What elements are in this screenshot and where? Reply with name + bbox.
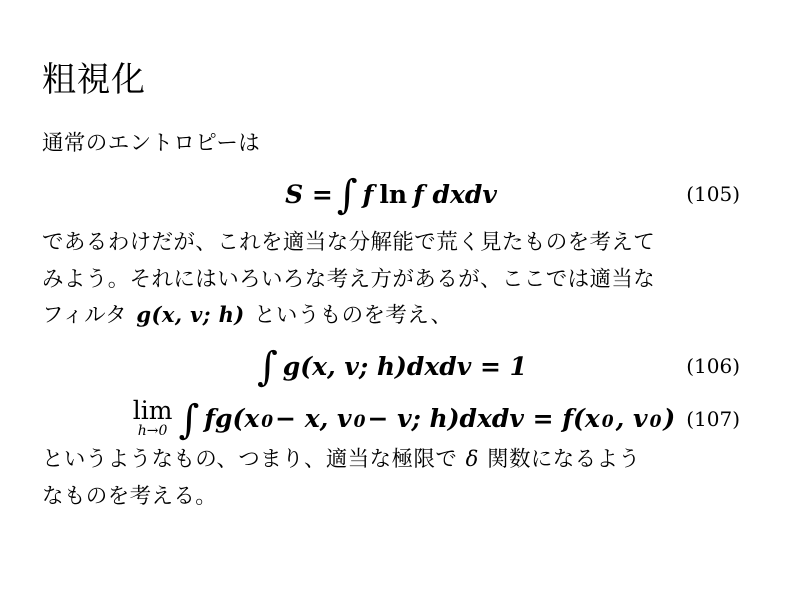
equation-106-tag: (106) (686, 354, 740, 379)
equation-107-sub-3: 0 (601, 411, 614, 432)
limit-subscript: h→0 (137, 423, 168, 440)
filter-suffix: というものを考え、 (254, 303, 453, 328)
filter-label: フィルタ (42, 303, 128, 328)
closing-prefix: というようなもの、つまり、適当な極限で (42, 447, 458, 472)
equation-107-part-3: − v; h)dxdv = f(x (367, 404, 600, 434)
paragraph-closing-line-2: なものを考える。 (42, 484, 218, 509)
equation-105-lhs: S = (285, 179, 333, 209)
paragraph-body-line-3 (42, 299, 740, 332)
equation-107-sub-4: 0 (649, 411, 662, 432)
equation-106-expression: g(x, v; h)dxdv = 1 (282, 351, 528, 381)
equation-105-f2: f dxdv (413, 179, 497, 209)
equation-107-tag: (107) (686, 406, 740, 431)
integral-icon: ∫ (178, 396, 200, 443)
equation-107-sub-2: 0 (353, 411, 366, 432)
paragraph-closing-line-1 (42, 443, 740, 476)
paragraph-body-line-1: であるわけだが、これを適当な分解能で荒く見たものを考えて (42, 230, 656, 255)
page-title: 粗視化 (42, 61, 146, 99)
equation-105-ln: ln (379, 179, 408, 209)
closing-suffix: 関数になるよう (487, 447, 641, 472)
equation-107-part-4: , v (615, 404, 648, 434)
equation-107-part-1: fg(x (204, 404, 260, 434)
equation-106-body (255, 344, 528, 391)
equation-107-body (107, 396, 676, 443)
equation-107 (42, 396, 740, 443)
equation-105 (42, 172, 740, 219)
limit-main: lim (132, 396, 173, 426)
integral-icon: ∫ (336, 172, 358, 219)
equation-106 (42, 344, 740, 391)
equation-105-f1: f (362, 179, 374, 209)
filter-expression: g(x, v; h) (136, 302, 245, 328)
paragraph-body-line-2: みよう。それにはいろいろな考え方があるが、ここでは適当な (42, 266, 656, 291)
paragraph-intro: 通常のエントロピーは (42, 131, 261, 156)
equation-105-tag: (105) (686, 182, 740, 207)
equation-107-part-2: − x, v (275, 404, 352, 434)
integral-icon: ∫ (256, 344, 278, 391)
equation-105-body (285, 172, 497, 219)
equation-107-sub-1: 0 (261, 411, 274, 432)
delta-symbol: δ (465, 447, 479, 472)
limit-operator (133, 398, 173, 439)
equation-107-part-5: ) (663, 404, 676, 434)
